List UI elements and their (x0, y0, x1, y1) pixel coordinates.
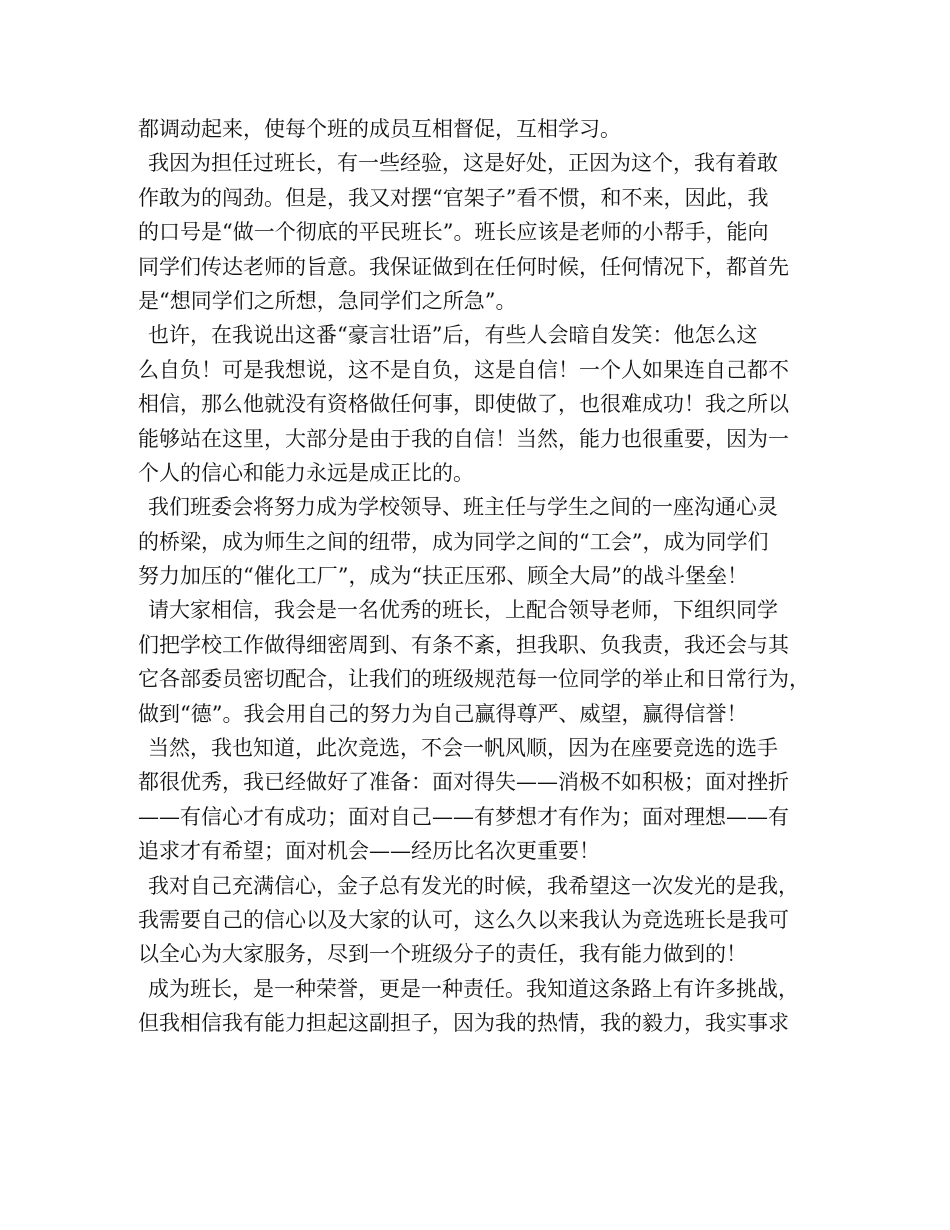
text-line: 成为班长，是一种荣誉，更是一种责任。我知道这条路上有许多挑战， (148, 976, 799, 1001)
text-line: 的口号是“做一个彻底的平民班长”。班长应该是老师的小帮手，能向 (138, 220, 769, 245)
text-line: 都调动起来，使每个班的成员互相督促，互相学习。 (138, 117, 621, 141)
text-line: 追求才有希望；面对机会——经历比名次更重要！ (138, 839, 600, 864)
text-line: 也许，在我说出这番“豪言壮语”后，有些人会暗自发笑：他怎么这 (148, 323, 758, 348)
text-line: 请大家相信，我会是一名优秀的班长，上配合领导老师，下组织同学 (148, 598, 778, 623)
text-line: 以全心为大家服务，尽到一个班级分子的责任，我有能力做到的！ (138, 942, 747, 967)
text-line: 么自负！可是我想说，这不是自负，这是自信！一个人如果连自己都不 (138, 357, 789, 382)
text-line: 都很优秀，我已经做好了准备：面对得失——消极不如积极；面对挫折 (138, 770, 789, 795)
text-line: 做到“德”。我会用自己的努力为自己赢得尊严、威望，赢得信誉！ (138, 701, 748, 726)
text-line: 能够站在这里，大部分是由于我的自信！当然，能力也很重要，因为一 (138, 426, 789, 451)
text-line: 它各部委员密切配合，让我们的班级规范每一位同学的举止和日常行为， (138, 667, 810, 692)
text-line: ——有信心才有成功；面对自己——有梦想才有作为；面对理想——有 (138, 804, 789, 829)
speech-text-body (138, 112, 828, 1041)
text-line: 个人的信心和能力永远是成正比的。 (138, 460, 474, 485)
text-line: 我需要自己的信心以及大家的认可，这么久以来我认为竞选班长是我可 (138, 907, 789, 932)
text-line: 相信，那么他就没有资格做任何事，即使做了，也很难成功！我之所以 (138, 392, 789, 417)
text-line: 们把学校工作做得细密周到、有条不紊，担我职、负我责，我还会与其 (138, 632, 789, 657)
text-line: 我们班委会将努力成为学校领导、班主任与学生之间的一座沟通心灵 (148, 495, 778, 520)
text-line: 是“想同学们之所想，急同学们之所急”。 (138, 288, 517, 313)
text-line: 但我相信我有能力担起这副担子，因为我的热情，我的毅力，我实事求 (138, 1011, 789, 1036)
text-line: 的桥梁，成为师生之间的纽带，成为同学之间的“工会”，成为同学们 (138, 529, 769, 554)
text-line: 我对自己充满信心，金子总有发光的时候，我希望这一次发光的是我， (148, 873, 799, 898)
text-line: 当然，我也知道，此次竞选，不会一帆风顺，因为在座要竞选的选手 (148, 736, 778, 761)
text-line: 努力加压的“催化工厂”，成为“扶正压邪、顾全大局”的战斗堡垒！ (138, 564, 748, 589)
text-line: 我因为担任过班长，有一些经验，这是好处，正因为这个，我有着敢 (148, 151, 778, 176)
text-line: 同学们传达老师的旨意。我保证做到在任何时候，任何情况下，都首先 (138, 254, 789, 279)
text-line: 作敢为的闯劲。但是，我又对摆“官架子”看不惯，和不来，因此，我 (138, 185, 769, 210)
